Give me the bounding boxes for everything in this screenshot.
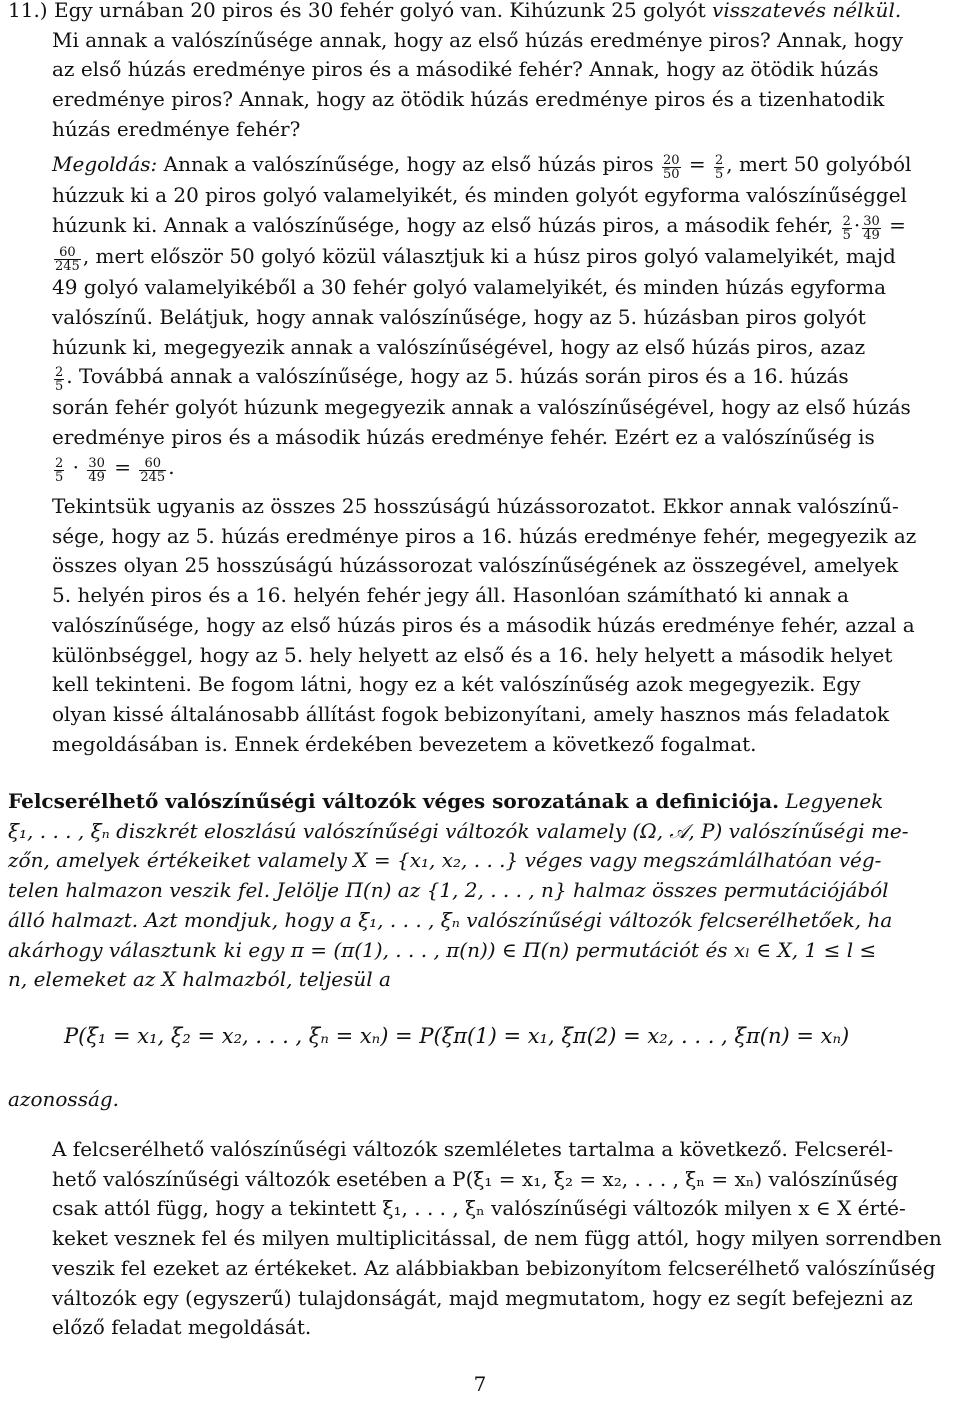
fraction: $\frac{30}{49}$ xyxy=(863,213,880,243)
solution-line-5: 49 golyó valamelyikéből a 30 fehér golyó valamelyikét, és minden húzás egyforma xyxy=(52,275,887,300)
text-line: csak attól függ, hogy a tekintett ξ₁, . . . , ξₙ valószínűségi változók milyen x ∈ X érté- xyxy=(52,1196,906,1221)
definition-title: Felcserélhető valószínűségi változók véges sorozatának a definiciója. xyxy=(8,789,780,813)
display-formula: P(ξ₁ = x₁, ξ₂ = x₂, . . . , ξₙ = xₙ) = P(ξπ(1) = x₁, ξπ(2) = x₂, . . . , ξπ(n) = xₙ) xyxy=(64,1024,850,1048)
text-line: kell tekinteni. Be fogom látni, hogy ez a két valószínűség azok megegyezik. Egy xyxy=(52,672,861,697)
definition-line-1: Felcserélhető valószínűségi változók véges sorozatának a definiciója. Legyenek xyxy=(8,789,884,813)
solution-line-7: húzunk ki, megegyezik annak a valószínűségével, hogy az első húzás piros, azaz xyxy=(52,334,866,359)
text-line: 5. helyén piros és a 16. helyén fehér jegy áll. Hasonlóan számítható ki annak a xyxy=(52,583,849,608)
definition-line-5: álló halmazt. Azt mondjuk, hogy a ξ₁, . . . , ξₙ valószínűségi változók felcserélhetőek, ha xyxy=(8,907,893,932)
solution-line-2: húzzuk ki a 20 piros golyó valamelyikét, és minden golyót egyforma valószínűséggel xyxy=(52,183,907,208)
solution-line-6: valószínű. Belátjuk, hogy annak valószínűsége, hogy az 5. húzásban piros golyót xyxy=(52,304,866,329)
fraction: $\frac{2}{5}$ xyxy=(55,365,64,395)
solution-line-11: $\frac{2}{5}$ · $\frac{30}{49}$ = $\frac{60}{245}$ . xyxy=(55,454,175,485)
solution-line-9: során fehér golyót húzunk megegyezik annak a valószínűségével, hogy az első húzás xyxy=(52,395,911,420)
definition-line-6: akárhogy választunk ki egy π = (π(1), . . . , π(n)) ∈ Π(n) permutációt és xₗ ∈ X, 1 ≤ l ≤ xyxy=(8,937,877,962)
fraction: $\frac{2}{5}$ xyxy=(842,213,851,243)
text-line: hető valószínűségi változók esetében a P(ξ₁ = x₁, ξ₂ = x₂, . . . , ξₙ = xₙ) valószínűség xyxy=(52,1166,899,1191)
text-line: különbséggel, hogy az 5. hely helyett az első és a 16. hely helyett a második helyet xyxy=(52,642,893,667)
explanation-paragraph xyxy=(52,492,954,759)
solution-paragraph xyxy=(52,150,954,484)
problem-line-3: az első húzás eredménye piros és a másodiké fehér? Annak, hogy az ötödik húzás xyxy=(52,57,879,82)
problem-statement xyxy=(8,0,954,145)
solution-line-1: Megoldás: Annak a valószínűsége, hogy az első húzás piros $\frac{20}{50}$ = $\frac{2}{5}$ , mert 50 golyóból xyxy=(52,152,912,183)
problem-line-1: 11.) Egy urnában 20 piros és 30 fehér golyó van. Kihúzunk 25 golyót visszatevés nélkül. xyxy=(8,0,902,22)
problem-number: 11.) xyxy=(8,0,48,22)
definition-line-4: telen halmazon veszik fel. Jelölje Π(n) az {1, 2, . . . , n} halmaz összes permutációjából xyxy=(8,878,889,903)
text-line: A felcserélhető valószínűségi változók szemléletes tartalma a következő. Felcserél- xyxy=(52,1137,894,1161)
definition-line-3: zőn, amelyek értékeiket valamely X = {x₁, x₂, . . .} véges vagy megszámlálhatóan vég- xyxy=(8,848,882,873)
text-line: valószínűsége, hogy az első húzás piros és a második húzás eredménye fehér, azzal a xyxy=(52,612,915,637)
problem-line-5: húzás eredménye fehér? xyxy=(52,116,301,141)
definition-closing: azonosság. xyxy=(8,1087,120,1111)
text-line: Tekintsük ugyanis az összes 25 hosszúságú húzássorozatot. Ekkor annak valószínű- xyxy=(52,494,899,518)
solution-line-4: $\frac{60}{245}$ , mert először 50 golyó közül választjuk ki a húsz piros golyó valamelyikét, majd xyxy=(55,243,896,275)
fraction: $\frac{2}{5}$ xyxy=(55,455,64,485)
text-line: összes olyan 25 hosszúságú húzássorozat valószínűségének az összegével, amelyek xyxy=(52,553,899,578)
solution-line-10: eredménye piros és a második húzás eredménye fehér. Ezért ez a valószínűség is xyxy=(52,425,875,450)
text-line: előző feladat megoldását. xyxy=(52,1315,312,1340)
definition-block xyxy=(8,787,954,995)
text-line: változók egy (egyszerű) tulajdonságát, majd megmutatom, hogy ez segít befejezni az xyxy=(52,1285,913,1310)
text-line: veszik fel ezeket az értékeket. Az alábbiakban bebizonyítom felcserélhető valószínűség xyxy=(52,1255,936,1280)
solution-label: Megoldás: xyxy=(52,152,158,176)
definition-line-7: n, elemeket az X halmazból, teljesül a xyxy=(8,967,391,992)
fraction: $\frac{60}{245}$ xyxy=(140,455,166,485)
fraction: $\frac{20}{50}$ xyxy=(662,153,680,183)
page-number: 7 xyxy=(473,1372,487,1396)
text-line: sége, hogy az 5. húzás eredménye piros a 16. húzás eredménye fehér, megegyezik az xyxy=(52,523,917,548)
text-line: megoldásában is. Ennek érdekében bevezetem a következő fogalmat. xyxy=(52,731,757,756)
intuition-paragraph xyxy=(52,1135,954,1343)
fraction: $\frac{2}{5}$ xyxy=(715,153,724,183)
solution-line-3: húzunk ki. Annak a valószínűsége, hogy az első húzás piros, a második fehér, $\frac{2}{5}$ · $\frac{30}{49}$ = xyxy=(52,212,906,243)
fraction: $\frac{60}{245}$ xyxy=(55,245,80,275)
definition-line-2: ξ₁, . . . , ξₙ diszkrét eloszlású valószínűségi változók valamely (Ω, 𝒜, P) valószínűségi me- xyxy=(8,818,909,843)
solution-line-8: $\frac{2}{5}$ . Továbbá annak a valószínűsége, hogy az 5. húzás során piros és a 16. húzás xyxy=(55,364,849,395)
text-line: keket vesznek fel és milyen multiplicitással, de nem függ attól, hogy milyen sorrendben xyxy=(52,1226,942,1251)
fraction: $\frac{30}{49}$ xyxy=(88,455,105,485)
problem-line-4: eredménye piros? Annak, hogy az ötödik húzás eredménye piros és a tizenhatodik xyxy=(52,87,885,112)
problem-line-2: Mi annak a valószínűsége annak, hogy az első húzás eredménye piros? Annak, hogy xyxy=(52,27,904,52)
text-line: olyan kissé általánosabb állítást fogok bebizonyítani, amely hasznos más feladatok xyxy=(52,701,890,726)
